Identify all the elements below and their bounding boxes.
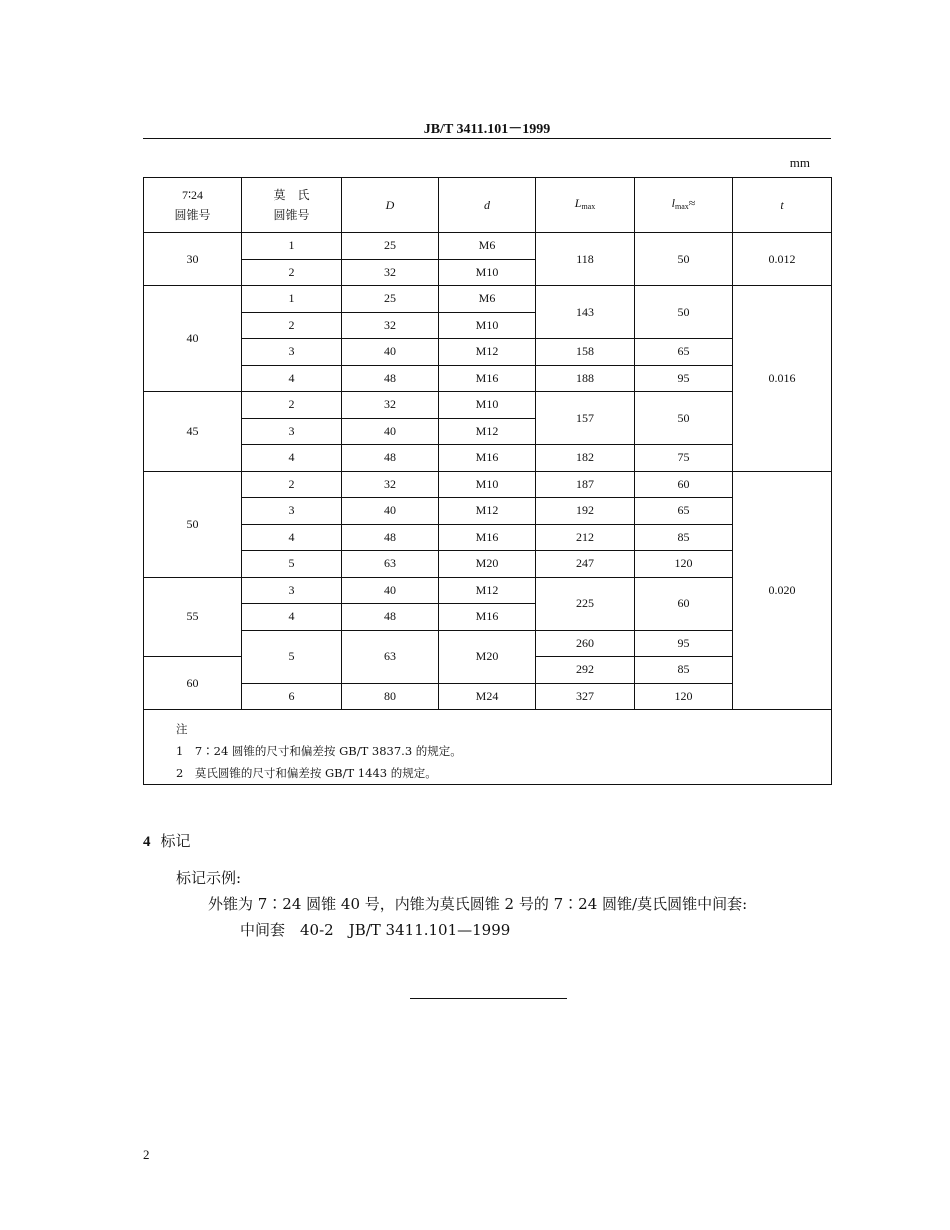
cell: 65 <box>635 498 733 525</box>
cell: 3 <box>242 577 342 604</box>
cell: 1 <box>242 233 342 260</box>
cell: 225 <box>536 577 635 630</box>
cell: M12 <box>439 577 536 604</box>
cell: 3 <box>242 339 342 366</box>
cell: 143 <box>536 286 635 339</box>
cell: M10 <box>439 471 536 498</box>
cell: 4 <box>242 365 342 392</box>
table-row <box>144 551 832 578</box>
cell: M16 <box>439 365 536 392</box>
cell: 32 <box>342 471 439 498</box>
section-number: 4 <box>143 834 151 850</box>
notes-title: 注 <box>176 722 188 736</box>
cell: 40 <box>342 498 439 525</box>
table-row <box>144 365 832 392</box>
cell: 5 <box>242 630 342 683</box>
cell: 25 <box>342 233 439 260</box>
cell: 25 <box>342 286 439 313</box>
cell: M16 <box>439 524 536 551</box>
cell: 2 <box>242 471 342 498</box>
note-1: 1 7∶24 圆锥的尺寸和偏差按 GB/T 3837.3 的规定。 <box>176 744 462 758</box>
taper-50: 50 <box>144 471 242 577</box>
cell: 0.020 <box>733 471 832 710</box>
cell: 40 <box>342 418 439 445</box>
taper-60: 60 <box>144 657 242 710</box>
cell: 32 <box>342 312 439 339</box>
cell: 6 <box>242 683 342 710</box>
section-title: 标记 <box>160 832 191 850</box>
cell: 48 <box>342 604 439 631</box>
cell: 327 <box>536 683 635 710</box>
marking-example-code: 中间套 40-2 JB/T 3411.101—1999 <box>240 921 511 939</box>
taper-45: 45 <box>144 392 242 472</box>
header-morse-no: 莫 氏 圆锥号 <box>242 178 342 233</box>
cell: 4 <box>242 445 342 472</box>
table-row <box>144 524 832 551</box>
cell: 48 <box>342 524 439 551</box>
cell: 187 <box>536 471 635 498</box>
cell: M24 <box>439 683 536 710</box>
cell: 260 <box>536 630 635 657</box>
taper-55: 55 <box>144 577 242 657</box>
cell: 0.012 <box>733 233 832 286</box>
cell: 158 <box>536 339 635 366</box>
cell: 118 <box>536 233 635 286</box>
cell: 63 <box>342 551 439 578</box>
cell: 2 <box>242 392 342 419</box>
table-header-row <box>144 178 832 233</box>
cell: 3 <box>242 498 342 525</box>
table-row <box>144 498 832 525</box>
table-row <box>144 683 832 710</box>
cell: 182 <box>536 445 635 472</box>
unit-label: mm <box>789 155 810 170</box>
header-D: D <box>342 178 439 233</box>
cell: 5 <box>242 551 342 578</box>
table-row <box>144 286 832 313</box>
cell: 0.016 <box>733 286 832 472</box>
end-rule <box>410 998 567 999</box>
cell: 188 <box>536 365 635 392</box>
section-heading <box>143 830 191 851</box>
document-code-header: JB/T 3411.101－1999 <box>423 122 551 137</box>
cell: 50 <box>635 286 733 339</box>
cell: M20 <box>439 551 536 578</box>
cell: 40 <box>342 577 439 604</box>
cell: 4 <box>242 524 342 551</box>
notes-row <box>144 710 832 785</box>
table-row <box>144 339 832 366</box>
cell: 120 <box>635 551 733 578</box>
cell: M12 <box>439 339 536 366</box>
cell: 60 <box>635 471 733 498</box>
cell: 212 <box>536 524 635 551</box>
cell: M16 <box>439 445 536 472</box>
cell: M10 <box>439 312 536 339</box>
cell: 48 <box>342 445 439 472</box>
cell: 32 <box>342 259 439 286</box>
cell: 60 <box>635 577 733 630</box>
header-Lmax: $L_{max}$ <box>536 178 635 233</box>
note-2: 2 莫氏圆锥的尺寸和偏差按 GB/T 1443 的规定。 <box>176 766 437 780</box>
table-row <box>144 392 832 419</box>
cell: M16 <box>439 604 536 631</box>
spec-table <box>143 177 832 785</box>
cell: M6 <box>439 286 536 313</box>
header-rule <box>143 138 831 139</box>
table-row <box>144 577 832 604</box>
cell: M12 <box>439 498 536 525</box>
header-taper-no: 7∶24 圆锥号 <box>144 178 242 233</box>
cell: 247 <box>536 551 635 578</box>
cell: M10 <box>439 259 536 286</box>
taper-30: 30 <box>144 233 242 286</box>
cell: 95 <box>635 630 733 657</box>
cell: 85 <box>635 657 733 684</box>
cell: 192 <box>536 498 635 525</box>
cell: 80 <box>342 683 439 710</box>
marking-example-label: 标记示例: <box>176 869 242 887</box>
marking-example-description: 外锥为 7∶24 圆锥 40 号，内锥为莫氏圆锥 2 号的 7∶24 圆锥/莫氏圆锥中间套: <box>208 895 748 913</box>
page-number: 2 <box>143 1147 150 1162</box>
cell: M10 <box>439 392 536 419</box>
cell: 2 <box>242 259 342 286</box>
cell: 63 <box>342 630 439 683</box>
cell: 292 <box>536 657 635 684</box>
table-notes <box>144 710 832 785</box>
cell: 2 <box>242 312 342 339</box>
cell: 3 <box>242 418 342 445</box>
cell: 50 <box>635 233 733 286</box>
cell: 32 <box>342 392 439 419</box>
cell: 50 <box>635 392 733 445</box>
table-row <box>144 233 832 260</box>
header-lmax: $l_{max}\approx$ <box>635 178 733 233</box>
table-row <box>144 630 832 657</box>
cell: M20 <box>439 630 536 683</box>
cell: 65 <box>635 339 733 366</box>
header-t: t <box>733 178 832 233</box>
cell: 120 <box>635 683 733 710</box>
cell: 75 <box>635 445 733 472</box>
cell: 4 <box>242 604 342 631</box>
cell: M12 <box>439 418 536 445</box>
cell: 48 <box>342 365 439 392</box>
taper-40: 40 <box>144 286 242 392</box>
cell: 1 <box>242 286 342 313</box>
cell: M6 <box>439 233 536 260</box>
header-d: d <box>439 178 536 233</box>
cell: 85 <box>635 524 733 551</box>
table-row <box>144 471 832 498</box>
cell: 40 <box>342 339 439 366</box>
table-row <box>144 445 832 472</box>
cell: 157 <box>536 392 635 445</box>
cell: 95 <box>635 365 733 392</box>
